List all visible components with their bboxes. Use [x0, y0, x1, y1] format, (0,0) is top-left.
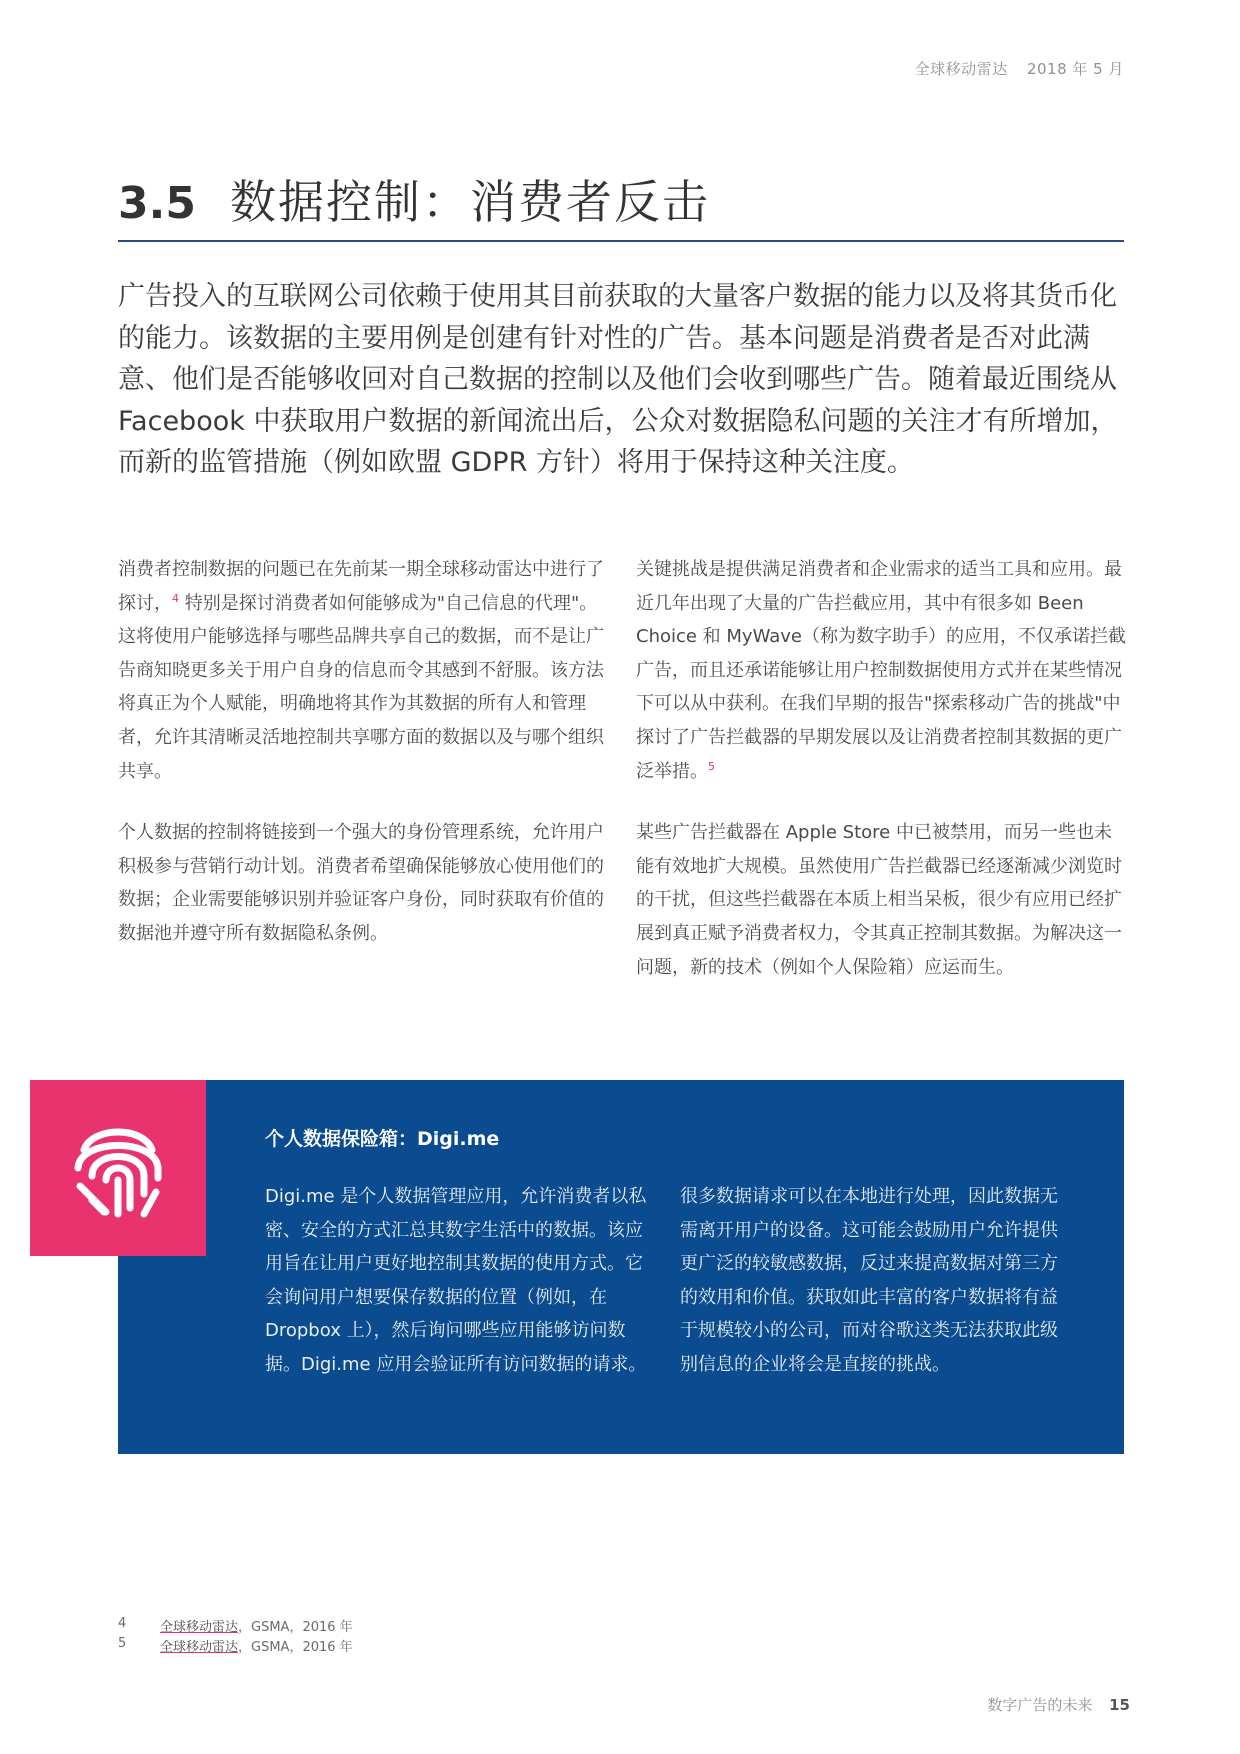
footnote-detail: ，GSMA，2016 年	[238, 1620, 353, 1635]
lead-paragraph: 广告投入的互联网公司依赖于使用其目前获取的大量客户数据的能力以及将其货币化的能力。该数据的主要用例是创建有针对性的广告。基本问题是消费者是否对此满意、他们是否能够收回对自己数据的控制以及他们会收到哪些广告。随着最近围绕从 Facebook 中获取用户数据的新闻流出后，公众对数据隐私问题的关注才有所增加，而新的监管措施（例如欧盟 GDPR 方针）将用于保持这种关注度。	[118, 281, 1118, 478]
footnote-ref-5[interactable]: 5	[708, 759, 715, 773]
page-number: 15	[1109, 1696, 1130, 1714]
right-paragraph-1	[636, 553, 1126, 788]
page-footer	[987, 1694, 1130, 1715]
header-meta	[915, 58, 1124, 79]
footnote-source-link[interactable]: 全球移动雷达	[160, 1620, 239, 1635]
section-heading	[118, 166, 1124, 232]
left-paragraph-2: 个人数据的控制将链接到一个强大的身份管理系统，允许用户积极参与营销行动计划。消费者希望确保能够放心使用他们的数据；企业需要能够识别并验证客户身份，同时获取有价值的数据池并遵守所有数据隐私条例。	[118, 822, 604, 944]
footnote-number: 4	[118, 1616, 127, 1631]
footnote-5	[118, 1636, 353, 1655]
right-column	[636, 553, 1126, 1012]
case-study-right-text: 很多数据请求可以在本地进行处理，因此数据无需离开用户的设备。这可能会鼓励用户允许提供更广泛的较敏感数据，反过来提高数据对第三方的效用和价值。获取如此丰富的客户数据将有益于规模较小的公司，而对谷歌这类无法获取此级别信息的企业将会是直接的挑战。	[680, 1186, 1058, 1375]
section-number: 3.5	[118, 178, 196, 229]
left-p1-text-b: 特别是探讨消费者如何能够成为"自己信息的代理"。这将使用户能够选择与哪些品牌共享自己的数据，而不是让广告商知晓更多关于用户自身的信息而令其感到不舒服。该方法将真正为个人赋能，明确地将其作为其数据的所有人和管理者，允许其清晰灵活地控制共享哪方面的数据以及与哪个组织共享。	[118, 592, 604, 782]
footnote-source-link[interactable]: 全球移动雷达	[160, 1640, 239, 1655]
report-title: 数字广告的未来	[987, 1696, 1093, 1714]
right-p1-text: 关键挑战是提供满足消费者和企业需求的适当工具和应用。最近几年出现了大量的广告拦截应用，其中有很多如 Been Choice 和 MyWave（称为数字助手）的应用，不仅承诺拦截广告，而且还承诺能够让用户控制数据使用方式并在某些情况下可以从中获利。在我们早期的报告"探索移动广告的挑战"中探讨了广告拦截器的早期发展以及让消费者控制其数据的更广泛举措。	[636, 559, 1126, 782]
publication-date: 2018 年 5 月	[1026, 60, 1124, 78]
left-paragraph-1	[118, 553, 608, 788]
case-study-title: 个人数据保险箱：Digi.me	[265, 1128, 500, 1150]
fingerprint-icon	[70, 1116, 166, 1220]
left-p1-text-a: 消费者控制数据的问题已在先前某一期全球移动雷达中进行了探讨，	[118, 559, 604, 614]
footnote-detail: ，GSMA，2016 年	[238, 1640, 353, 1655]
footnote-number: 5	[118, 1636, 127, 1651]
left-column	[118, 553, 608, 979]
publication-name: 全球移动雷达	[914, 60, 1008, 78]
section-title: 数据控制：消费者反击	[229, 175, 710, 229]
title-divider	[118, 240, 1124, 242]
case-study-icon-tile	[30, 1080, 206, 1256]
footnote-4	[118, 1616, 353, 1635]
case-study-left-text: Digi.me 是个人数据管理应用，允许消费者以私密、安全的方式汇总其数字生活中的数据。该应用旨在让用户更好地控制其数据的使用方式。它会询问用户想要保存数据的位置（例如，在 Dropbox 上），然后询问哪些应用能够访问数据。Digi.me 应用会验证所有访问数据的请求。	[265, 1186, 647, 1375]
right-paragraph-2: 某些广告拦截器在 Apple Store 中已被禁用，而另一些也未能有效地扩大规模。虽然使用广告拦截器已经逐渐减少浏览时的干扰，但这些拦截器在本质上相当呆板，很少有应用已经扩展到真正赋予消费者权力，令其真正控制其数据。为解决这一问题，新的技术（例如个人保险箱）应运而生。	[636, 822, 1122, 978]
footnote-ref-4[interactable]: 4	[172, 591, 179, 605]
